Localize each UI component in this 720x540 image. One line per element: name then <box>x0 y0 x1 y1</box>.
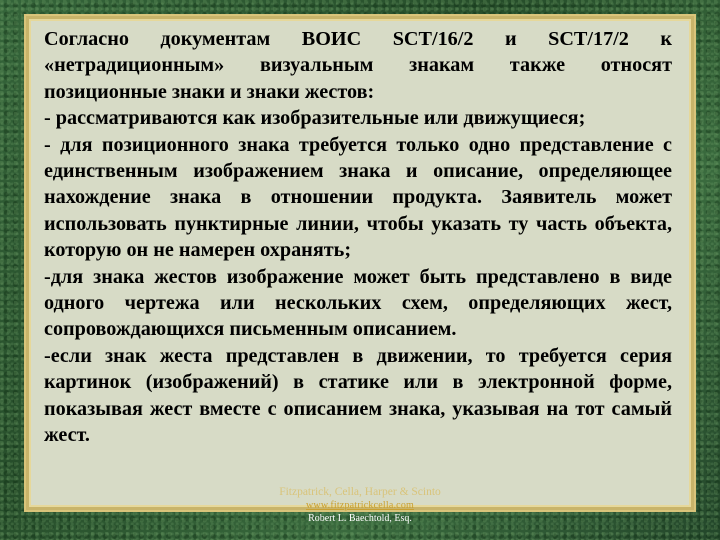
slide-body <box>44 26 672 449</box>
paragraph-point-2: - для позиционного знака требуется только одно представление с единственным изображением знака и описание, определяющее нахождение знака в отношении продукта. Заявитель может использовать пунктирные линии, чтобы указать ту часть объекта, которую он не намерен охранять; <box>44 133 672 262</box>
firm-name: Fitzpatrick, Cella, Harper & Scinto <box>279 486 441 498</box>
paragraph-point-1: - рассматриваются как изобразительные или движущиеся; <box>44 107 586 130</box>
footer-credits <box>230 485 490 525</box>
paragraph-point-4: -если знак жеста представлен в движении, то требуется серия картинок (изображений) в статике или в электронной форме, показывая жест вместе с описанием знака, указывая на тот самый жест. <box>44 344 672 447</box>
paragraph-point-3: -для знака жестов изображение может быть представлено в виде одного чертежа или нескольких схем, определяющих жест, сопровождающихся письменным описанием. <box>44 265 672 341</box>
author-name: Robert L. Baechtold, Esq. <box>308 513 412 524</box>
website-link[interactable]: www.fitzpatrickcella.com <box>306 500 414 511</box>
paragraph-intro: Согласно документам ВОИС SCT/16/2 и SCT/17/2 к «нетрадиционным» визуальным знакам также относят позиционные знаки и знаки жестов: <box>44 28 672 103</box>
